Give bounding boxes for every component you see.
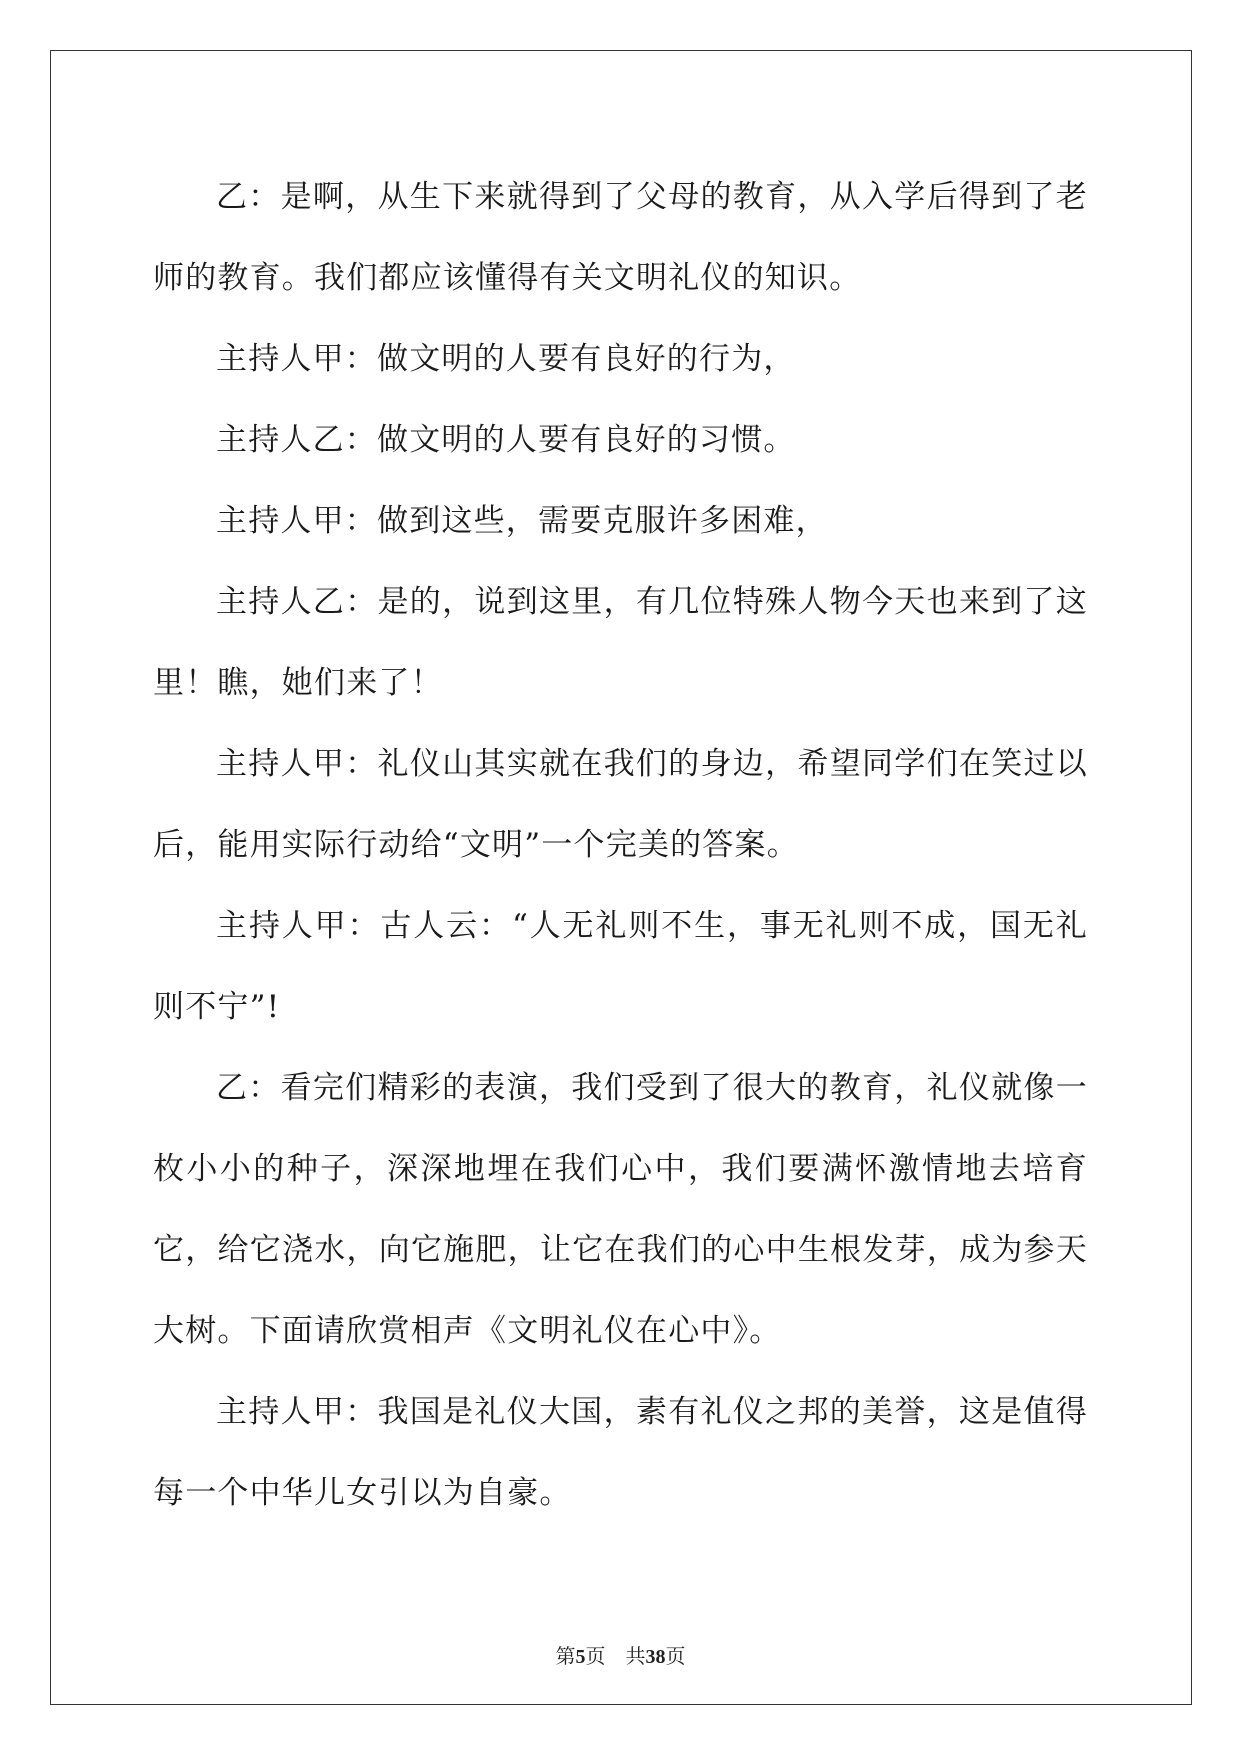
total-suffix: 页 <box>665 1646 686 1668</box>
paragraph: 主持人甲：礼仪山其实就在我们的身边，希望同学们在笑过以后，能用实际行动给“文明”一个完美的答案。 <box>153 746 1088 863</box>
page-suffix: 页 <box>585 1646 606 1668</box>
total-prefix: 共 <box>625 1646 646 1668</box>
paragraph: 主持人甲：做到这些，需要克服许多困难， <box>216 503 828 539</box>
paragraph: 主持人乙：做文明的人要有良好的习惯。 <box>216 422 796 458</box>
paragraph: 主持人甲：做文明的人要有良好的行为， <box>216 341 796 377</box>
paragraph: 主持人甲：我国是礼仪大国，素有礼仪之邦的美誉，这是值得每一个中华儿女引以为自豪。 <box>153 1394 1088 1511</box>
paragraph: 主持人乙：是的，说到这里，有几位特殊人物今天也来到了这里！瞧，她们来了！ <box>153 584 1088 701</box>
page-number: 5 <box>575 1646 586 1668</box>
paragraph: 主持人甲：古人云：“人无礼则不生，事无礼则不成，国无礼则不宁”! <box>153 908 1088 1025</box>
paragraph: 乙：看完们精彩的表演，我们受到了很大的教育，礼仪就像一枚小小的种子，深深地埋在我们心中，我们要满怀激情地去培育它，给它浇水，向它施肥，让它在我们的心中生根发芽，成为参天大树。下面请欣赏相声《文明礼仪在心中》。 <box>153 1070 1088 1349</box>
total-pages: 38 <box>645 1646 666 1668</box>
document-body <box>153 157 1088 1534</box>
page-footer <box>0 1640 1241 1669</box>
paragraph: 乙：是啊，从生下来就得到了父母的教育，从入学后得到了老师的教育。我们都应该懂得有关文明礼仪的知识。 <box>153 179 1088 296</box>
page-prefix: 第 <box>555 1646 576 1668</box>
